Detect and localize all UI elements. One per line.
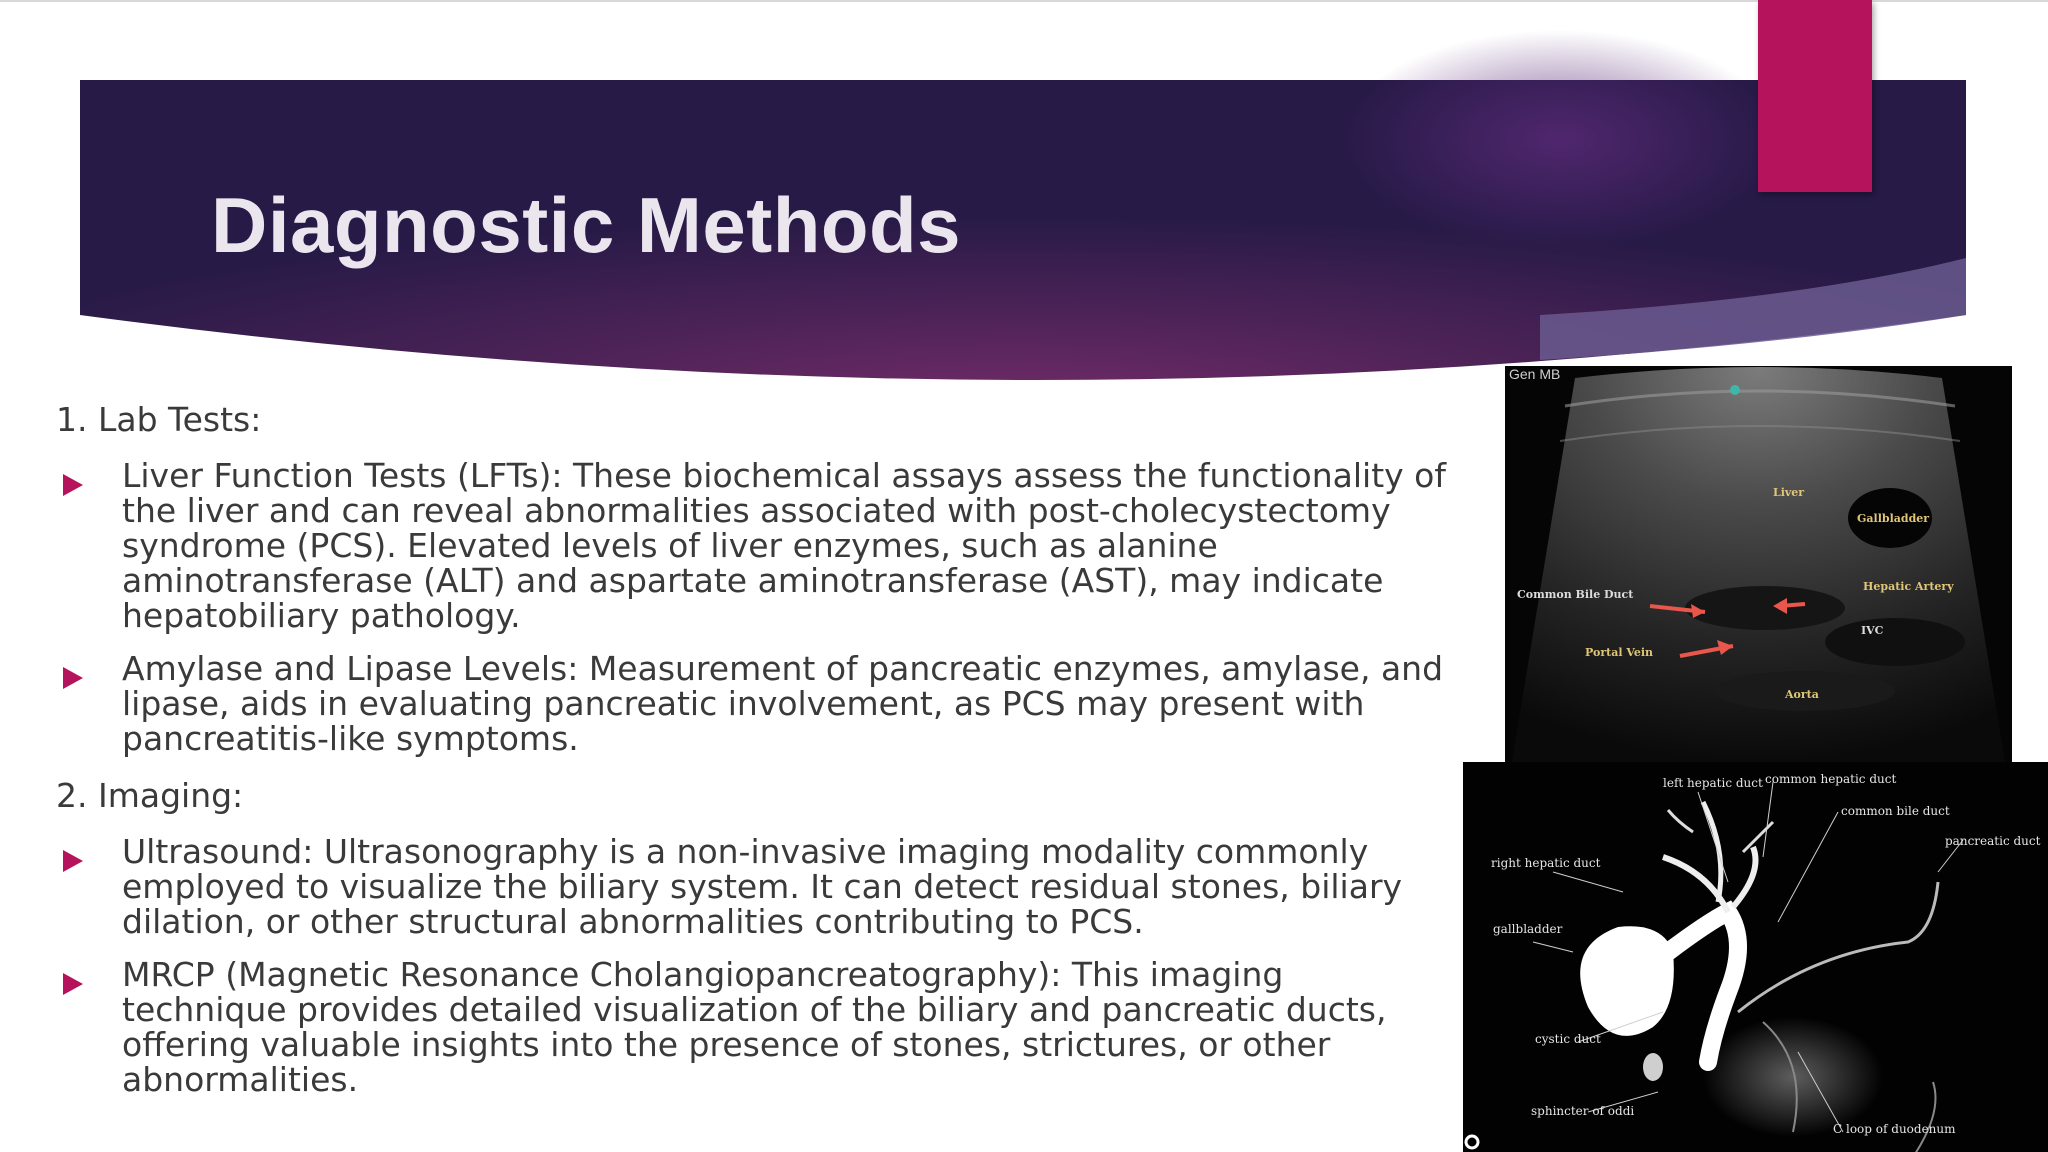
section-heading-lab-tests: 1. Lab Tests: [56, 400, 262, 439]
label-c-loop-duodenum: C loop of duodenum [1833, 1122, 1956, 1136]
bullet-arrow-icon [63, 850, 83, 872]
label-gallbladder-mrcp: gallbladder [1493, 922, 1563, 936]
label-common-bile-duct: Common Bile Duct [1517, 588, 1634, 601]
scanner-header: Gen MB [1509, 366, 1561, 382]
bullet-arrow-icon [63, 973, 83, 995]
label-left-hepatic-duct: left hepatic duct [1663, 776, 1763, 790]
section-heading-imaging: 2. Imaging: [56, 776, 244, 815]
accent-tab [1758, 0, 1872, 192]
label-portal-vein: Portal Vein [1585, 646, 1654, 659]
medical-images [1463, 366, 2048, 1152]
bullet-arrow-icon [63, 667, 83, 689]
bullet-ultrasound [56, 834, 1456, 939]
label-right-hepatic-duct: right hepatic duct [1491, 856, 1601, 870]
label-pancreatic-duct: pancreatic duct [1945, 834, 2041, 848]
bullet-text: Liver Function Tests (LFTs): These biochemical assays assess the functionality of the liver and can reveal abnormalities associated with post-cholecystectomy syndrome (PCS). Elevated levels of liver enzymes, such as alanine aminotransferase (ALT) and aspartate aminotransferase (AST), may indicate hepatobiliary pathology. [122, 456, 1446, 635]
label-hepatic-artery: Hepatic Artery [1863, 580, 1954, 593]
bullet-mrcp [56, 957, 1456, 1097]
label-liver: Liver [1773, 486, 1805, 499]
mrcp-scan-graphic [1463, 762, 2048, 1152]
label-aorta: Aorta [1785, 688, 1819, 701]
ultrasound-image [1505, 366, 2012, 762]
bullet-text: Ultrasound: Ultrasonography is a non-invasive imaging modality commonly employed to visualize the biliary system. It can detect residual stones, biliary dilation, or other structural abnormalities contributing to PCS. [122, 832, 1403, 941]
ultrasound-scan-graphic [1505, 366, 2012, 762]
slide-body [56, 398, 1456, 1115]
slide-title: Diagnostic Methods [211, 181, 962, 269]
label-sphincter-of-oddi: sphincter of oddi [1531, 1104, 1635, 1118]
label-gallbladder: Gallbladder [1857, 512, 1930, 525]
bullet-arrow-icon [63, 474, 83, 496]
label-ivc: IVC [1861, 624, 1884, 637]
bullet-text: Amylase and Lipase Levels: Measurement of pancreatic enzymes, amylase, and lipase, aids in evaluating pancreatic involvement, as PCS may present with pancreatitis-like symptoms. [122, 649, 1444, 758]
bullet-lfts [56, 458, 1456, 633]
label-cystic-duct: cystic duct [1535, 1032, 1601, 1046]
bullet-text: MRCP (Magnetic Resonance Cholangiopancreatography): This imaging technique provides detailed visualization of the biliary and pancreatic ducts, offering valuable insights into the presence of stones, strictures, or other abnormalities. [122, 955, 1387, 1099]
bullet-amylase-lipase [56, 651, 1456, 756]
label-common-bile-duct-mrcp: common bile duct [1841, 804, 1950, 818]
label-common-hepatic-duct: common hepatic duct [1765, 772, 1897, 786]
mrcp-image [1463, 762, 2048, 1152]
